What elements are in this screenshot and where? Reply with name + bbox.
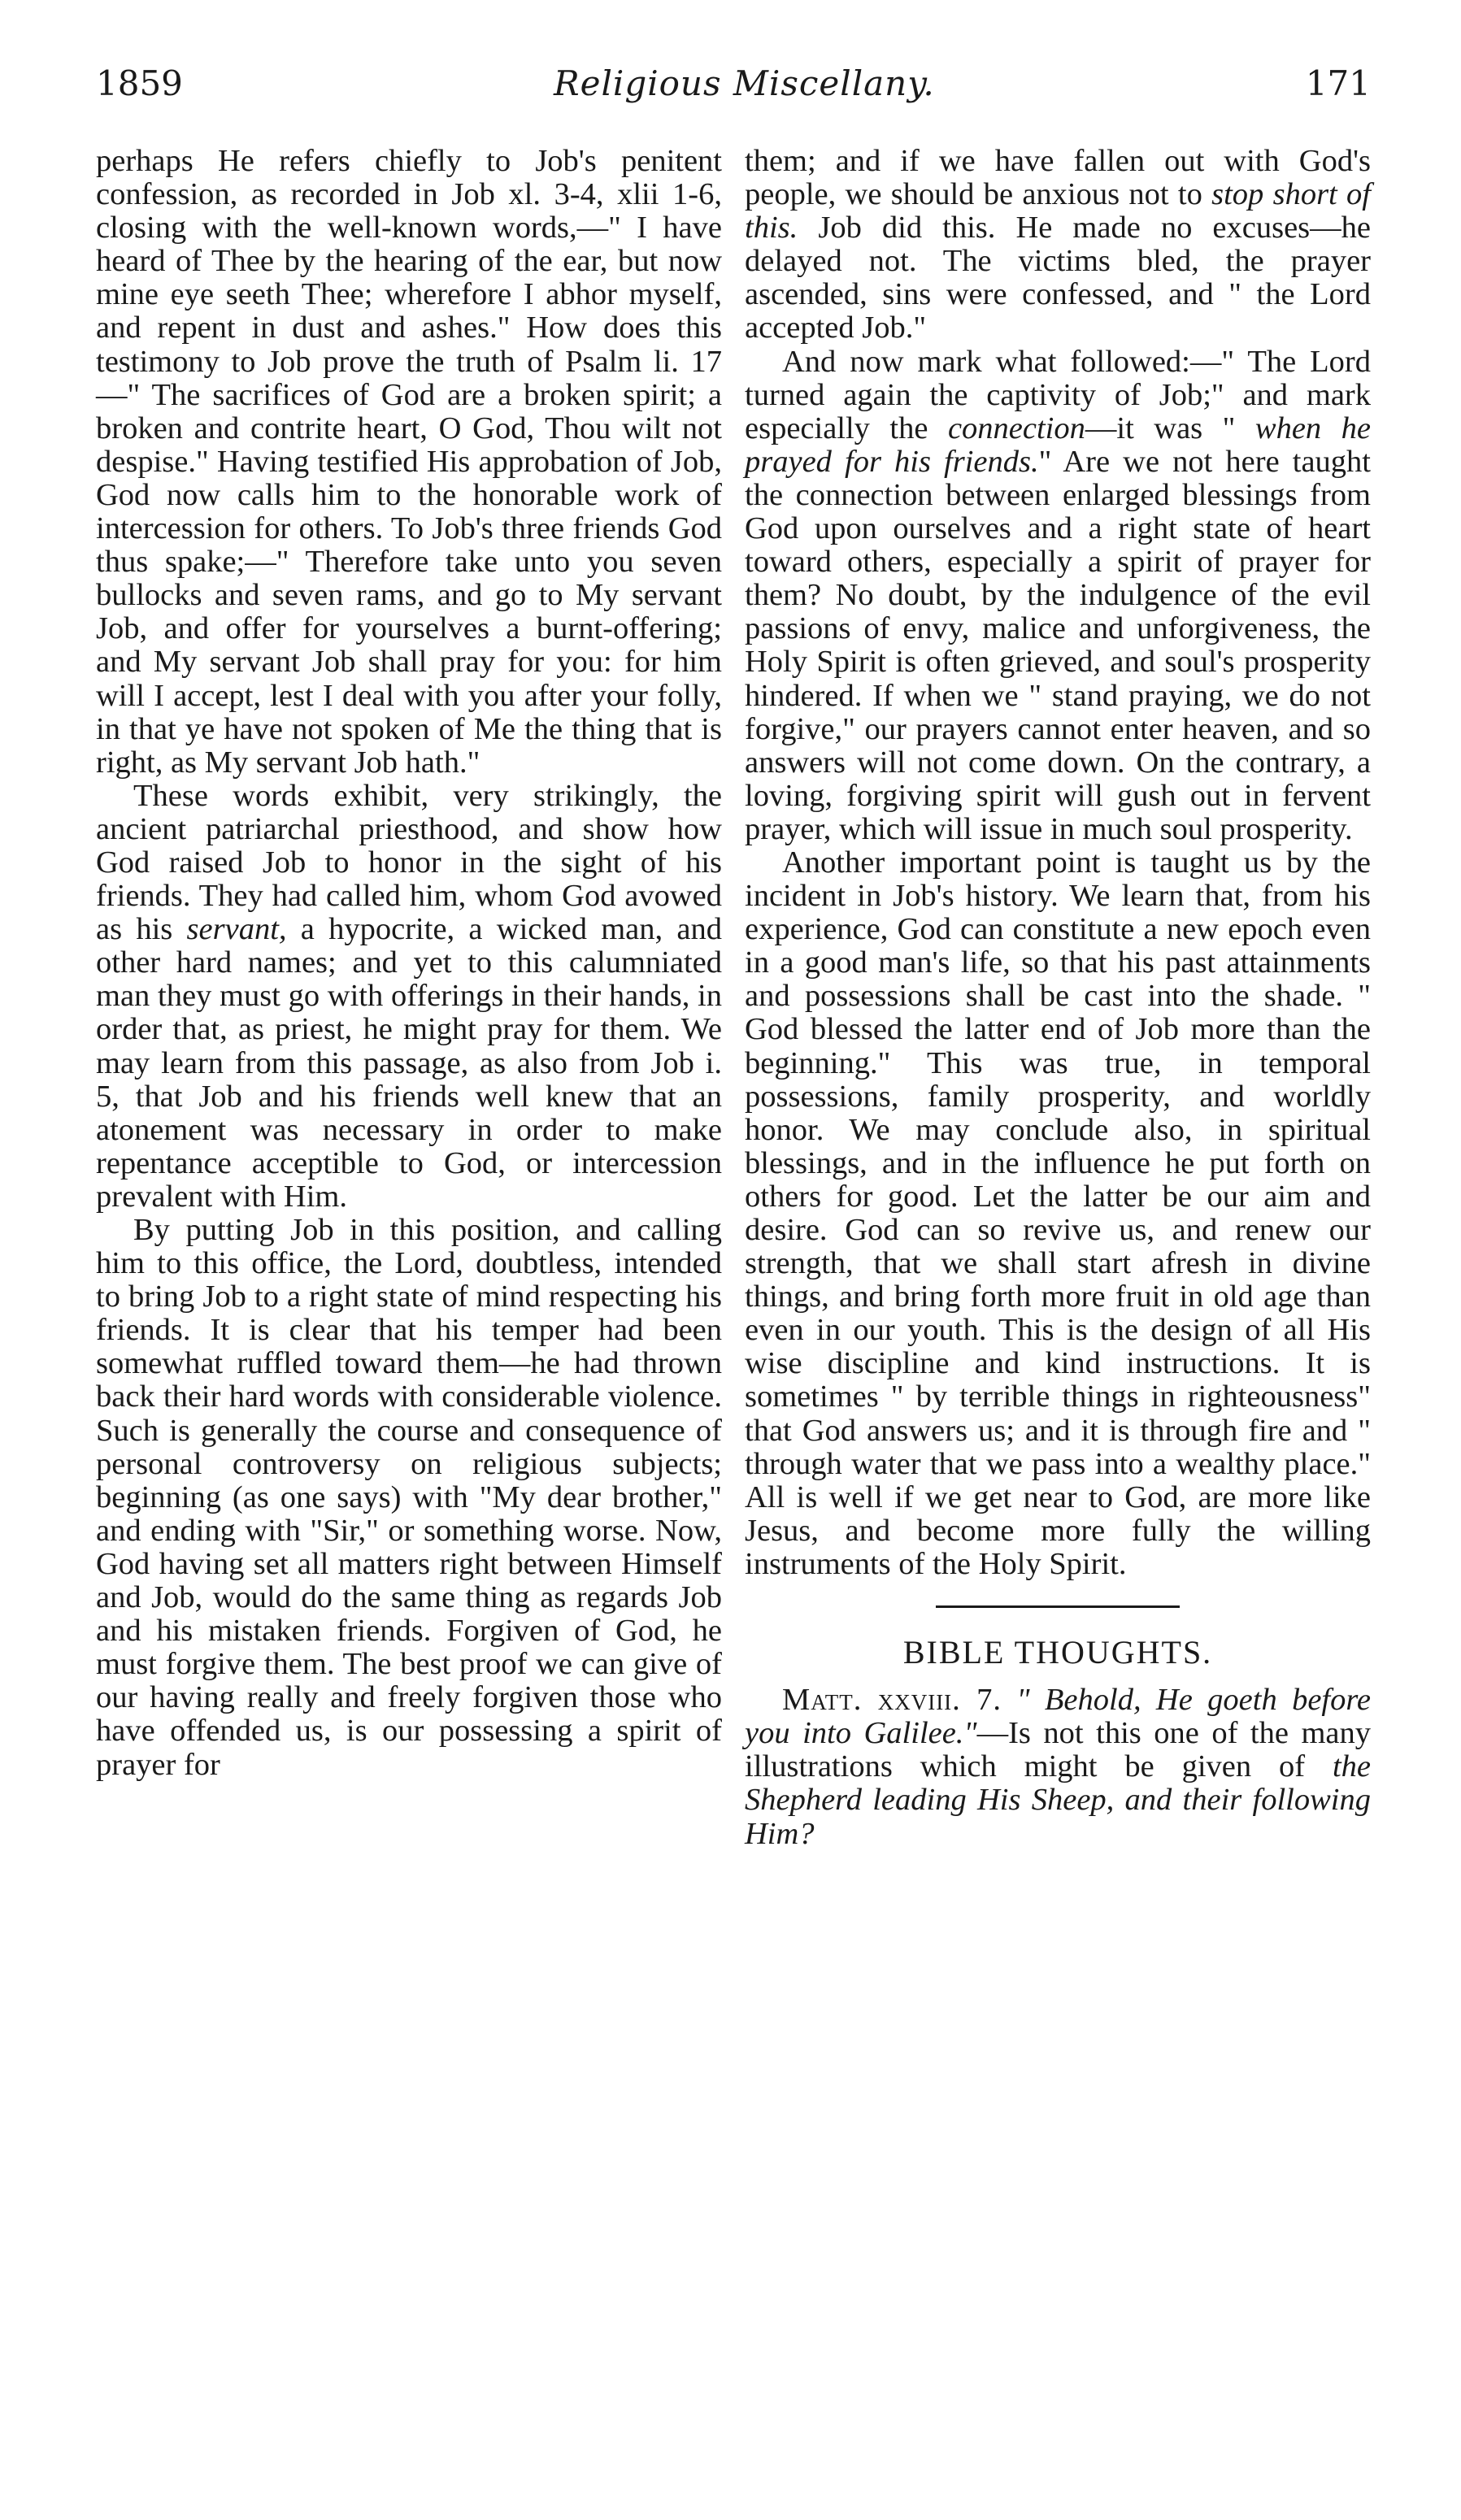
right-paragraph-3: Another important point is taught us by the incident in Job's history. We learn that, from his experience, God can constitute a new epoch even in a good man's life, so that his past attainments and possessions shall be cast into the shade. " God blessed the latter end of Job more than the beginning." This was true, in temporal possessions, family prosperity, and worldly honor. We may conclude also, in spiritual blessings, and in the influence he put forth on others for good. Let the latter be our aim and desire. God can so revive us, and renew our strength, that we shall start afresh in divine things, and bring forth more fruit in old age than even in our youth. This is the design of all His wise discipline and kind instructions. It is sometimes " by terrible things in righteousness" that God answers us; and it is through fire and " through water that we pass into a wealthy place." All is well if we get near to God, are more like Jesus, and become more fully the willing instruments of the Holy Spirit.: [745, 845, 1371, 1581]
right-p2-text-a: And now mark what followed:—" The Lord turned again the captivity of Job;" and mark especially the: [745, 344, 1371, 445]
section-title-bible-thoughts: BIBLE THOUGHTS.: [902, 1634, 1213, 1671]
right-p1-text-a: them; and if we have fallen out with God's people, we should be anxious not to: [745, 144, 1371, 212]
header-title: Religious Miscellany.: [553, 63, 935, 103]
left-column: [96, 145, 722, 1782]
header-year: 1859: [96, 63, 183, 103]
right-p2-text-b: —it was ": [1085, 411, 1255, 445]
right-paragraph-2: [745, 345, 1371, 846]
bible-thought-paragraph: [745, 1684, 1371, 1850]
right-p2-connection: connection: [947, 411, 1085, 445]
bible-thought-text: —Is not this one of the many illustrations which might be given of: [745, 1716, 1371, 1784]
bible-thought-reference: Matt. xxviii. 7.: [782, 1683, 1002, 1718]
left-p2-servant: servant,: [186, 912, 287, 947]
right-p1-italic: stop short of this.: [745, 177, 1371, 245]
right-p2-when: when he prayed for his friends.: [745, 411, 1371, 479]
left-paragraph-2: [96, 780, 722, 1214]
page-number: 171: [1305, 63, 1371, 103]
running-header: [96, 50, 1371, 115]
right-column: [745, 145, 1371, 1851]
left-p2-text-b: a hypocrite, a wicked man, and other hard names; and yet to this calumniated man they must go with offerings in their hands, in order that, as priest, he might pray for them. We may learn from this passage, as also from Job i. 5, that Job and his friends well knew that an atonement was necessary in order to make repentance acceptible to God, or intercession prevalent with Him.: [96, 912, 722, 1214]
right-p1-text-b: Job did this. He made no excuses—he delayed not. The victims bled, the prayer ascended, sins were confessed, and " the Lord accepted Job.": [745, 211, 1371, 345]
left-paragraph-3: By putting Job in this position, and calling him to this office, the Lord, doubtless, intended to bring Job to a right state of mind respecting his friends. It is clear that his temper had been somewhat ruffled toward them—he had thrown back their hard words with considerable violence. Such is generally the course and consequence of personal controversy on religious subjects; beginning (as one says) with "My dear brother," and ending with "Sir," or something worse. Now, God having set all matters right between Himself and Job, would do the same thing as regards Job and his mistaken friends. Forgiven of God, he must forgive them. The best proof we can give of our having really and freely forgiven those who have offended us, is our possessing a spirit of prayer for: [96, 1213, 722, 1782]
section-divider: [936, 1605, 1180, 1608]
right-p2-text-c: " Are we not here taught the connection between enlarged blessings from God upon ourselves and a right state of heart toward others, especially a spirit of prayer for them? No doubt, by the indulgence of the evil passions of envy, malice and unforgiveness, the Holy Spirit is often grieved, and soul's prosperity hindered. If when we " stand praying, we do not forgive," our prayers cannot enter heaven, and so answers will not come down. On the contrary, a loving, forgiving spirit will gush out in fervent prayer, which will issue in much soul prosperity.: [745, 444, 1371, 846]
left-paragraph-1: perhaps He refers chiefly to Job's penitent confession, as recorded in Job xl. 3-4, xlii 1-6, closing with the well-known words,—" I have heard of Thee by the hearing of the ear, but now mine eye seeth Thee; wherefore I abhor myself, and repent in dust and ashes." How does this testimony to Job prove the truth of Psalm li. 17—" The sacrifices of God are a broken spirit; a broken and contrite heart, O God, Thou wilt not despise." Having testified His approbation of Job, God now calls him to the honorable work of intercession for others. To Job's three friends God thus spake;—" Therefore take unto you seven bullocks and seven rams, and go to My servant Job, and offer for yourselves a burnt-offering; and My servant Job shall pray for you: for him will I accept, lest I deal with you after your folly, in that ye have not spoken of Me the thing that is right, as My servant Job hath.": [96, 144, 722, 780]
bible-thought-quote: " Behold, He goeth before you into Galilee.": [745, 1683, 1371, 1751]
bible-thought-italic: the Shepherd leading His Sheep, and their following Him?: [745, 1749, 1371, 1851]
left-p2-text-a: These words exhibit, very strikingly, the ancient patriarchal priesthood, and show how God raised Job to honor in the sight of his friends. They had called him, whom God avowed as his: [96, 778, 722, 947]
right-paragraph-1: [745, 145, 1371, 345]
